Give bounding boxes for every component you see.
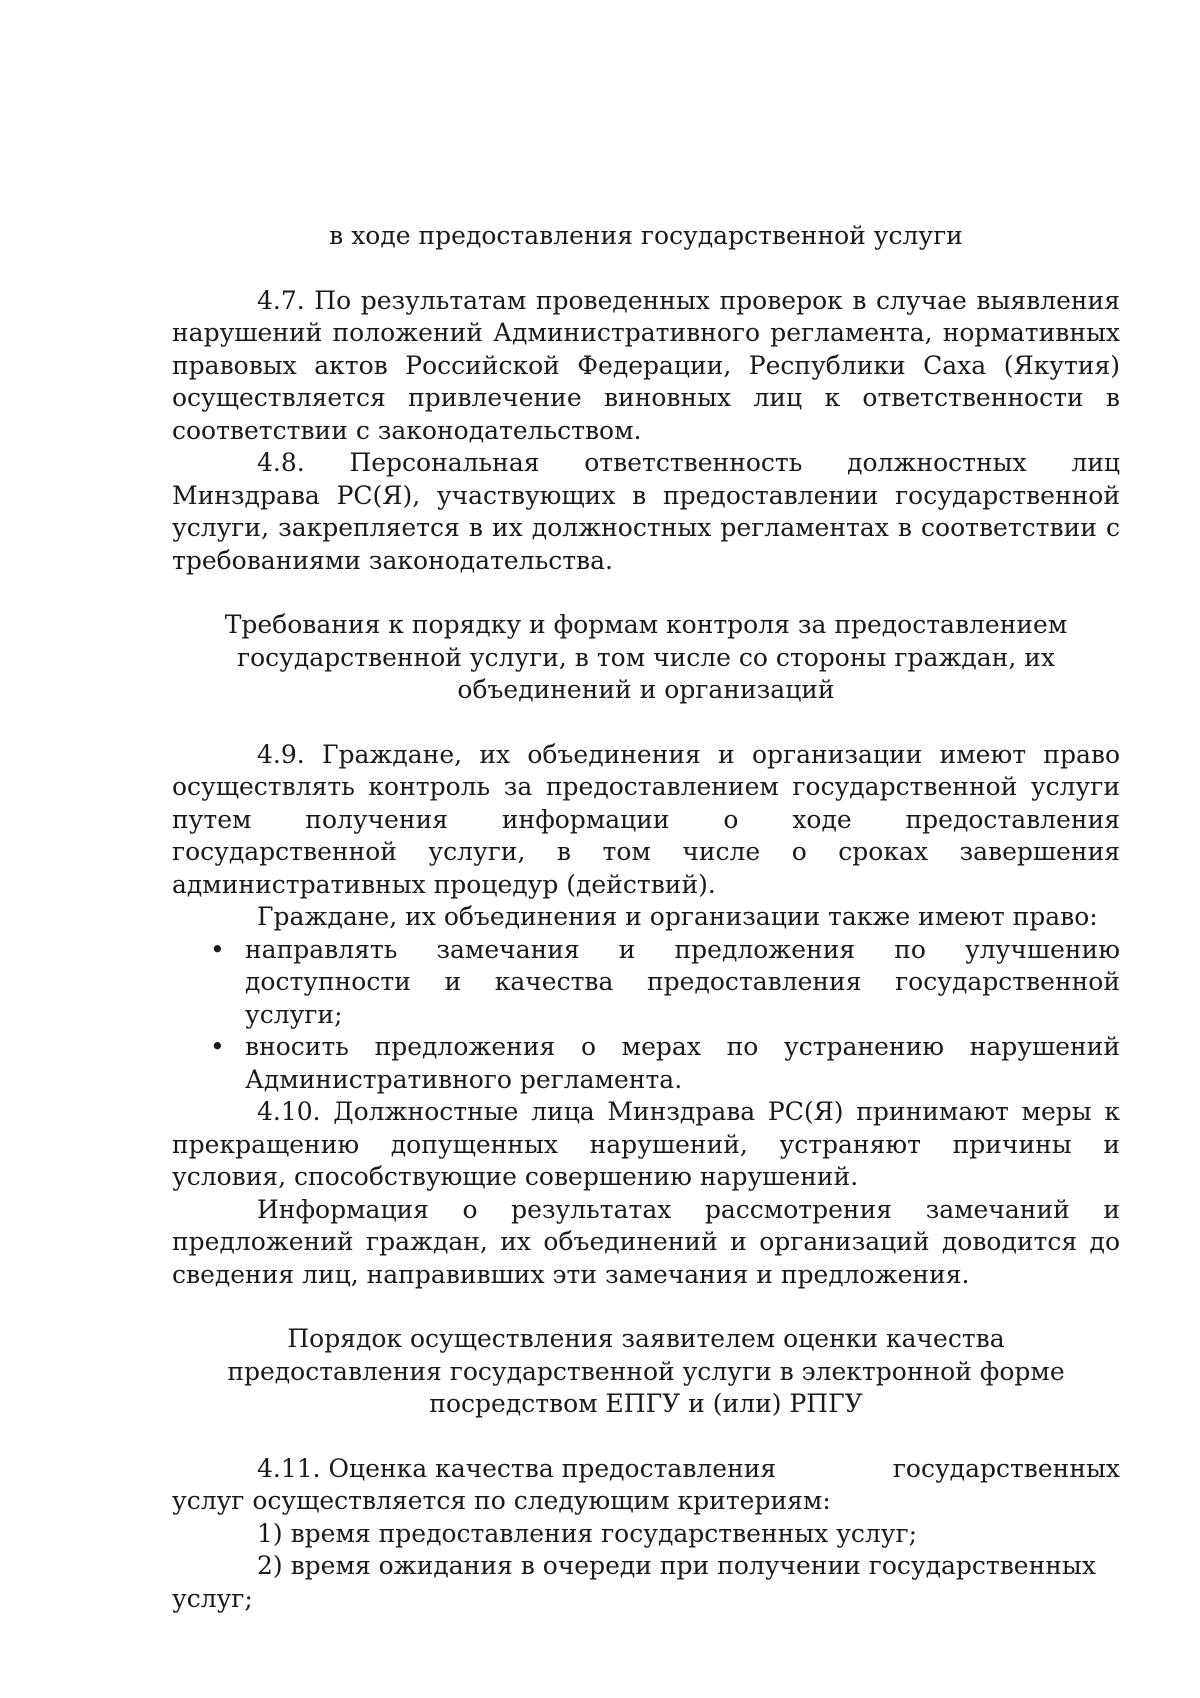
- paragraph-4-11-continuation: услуг осуществляется по следующим критериям:: [172, 1486, 831, 1515]
- paragraph-4-11-right: государственных: [892, 1453, 1120, 1483]
- bullet-icon: •: [210, 1032, 225, 1061]
- paragraph-info: Информация о результатах рассмотрения замечаний и предложений граждан, их объединений и организаций доводится до сведения лиц, направивших эти замечания и предложения.: [172, 1194, 1120, 1289]
- paragraph-4-10: 4.10. Должностные лица Минздрава РС(Я) принимают меры к прекращению допущенных нарушений, устраняют причины и условия, способствующие совершению нарушений.: [172, 1097, 1120, 1191]
- section-heading-control: Требования к порядку и формам контроля за предоставлением государственной услуги, в том числе со стороны граждан, их объединений и организаций: [224, 610, 1068, 704]
- list-item-text: направлять замечания и предложения по улучшению доступности и качества предоставления государственной услуги;: [245, 934, 1120, 1029]
- paragraph-4-11-first-line: [172, 1453, 1120, 1486]
- paragraph-4-7: 4.7. По результатам проведенных проверок в случае выявления нарушений положений Административного регламента, нормативных правовых актов Российской Федерации, Республики Саха (Якутия) осуществляется привлечение виновных лиц к ответственности в соответствии с законодательством.: [172, 285, 1120, 445]
- list-item-text: вносить предложения о мерах по устранению нарушений Административного регламента.: [245, 1032, 1120, 1094]
- rights-list: [172, 934, 1120, 1097]
- paragraph-4-11-left: 4.11. Оценка качества предоставления: [257, 1453, 777, 1483]
- paragraph-rights-intro: Граждане, их объединения и организации также имеют право:: [257, 902, 1098, 931]
- paragraph-4-9: 4.9. Граждане, их объединения и организации имеют право осуществлять контроль за предоставлением государственной услуги путем получения информации о ходе предоставления государственной услуги, в том числе о сроках завершения административных процедур (действий).: [172, 739, 1120, 899]
- section-heading-quality: Порядок осуществления заявителем оценки качества предоставления государственной услуги в электронной форме посредством ЕПГУ и (или) РПГУ: [227, 1324, 1065, 1418]
- section-heading-top: в ходе предоставления государственной услуги: [329, 221, 963, 250]
- criterion-item-2: 2) время ожидания в очереди при получении государственных услуг;: [172, 1551, 1096, 1613]
- list-item: [172, 934, 1120, 1032]
- criterion-item-1: 1) время предоставления государственных услуг;: [257, 1518, 918, 1548]
- list-item: [172, 1031, 1120, 1096]
- paragraph-4-8: 4.8. Персональная ответственность должностных лиц Минздрава РС(Я), участвующих в предоставлении государственной услуги, закрепляется в их должностных регламентах в соответствии с требованиями законодательства.: [172, 448, 1120, 575]
- bullet-icon: •: [210, 934, 225, 964]
